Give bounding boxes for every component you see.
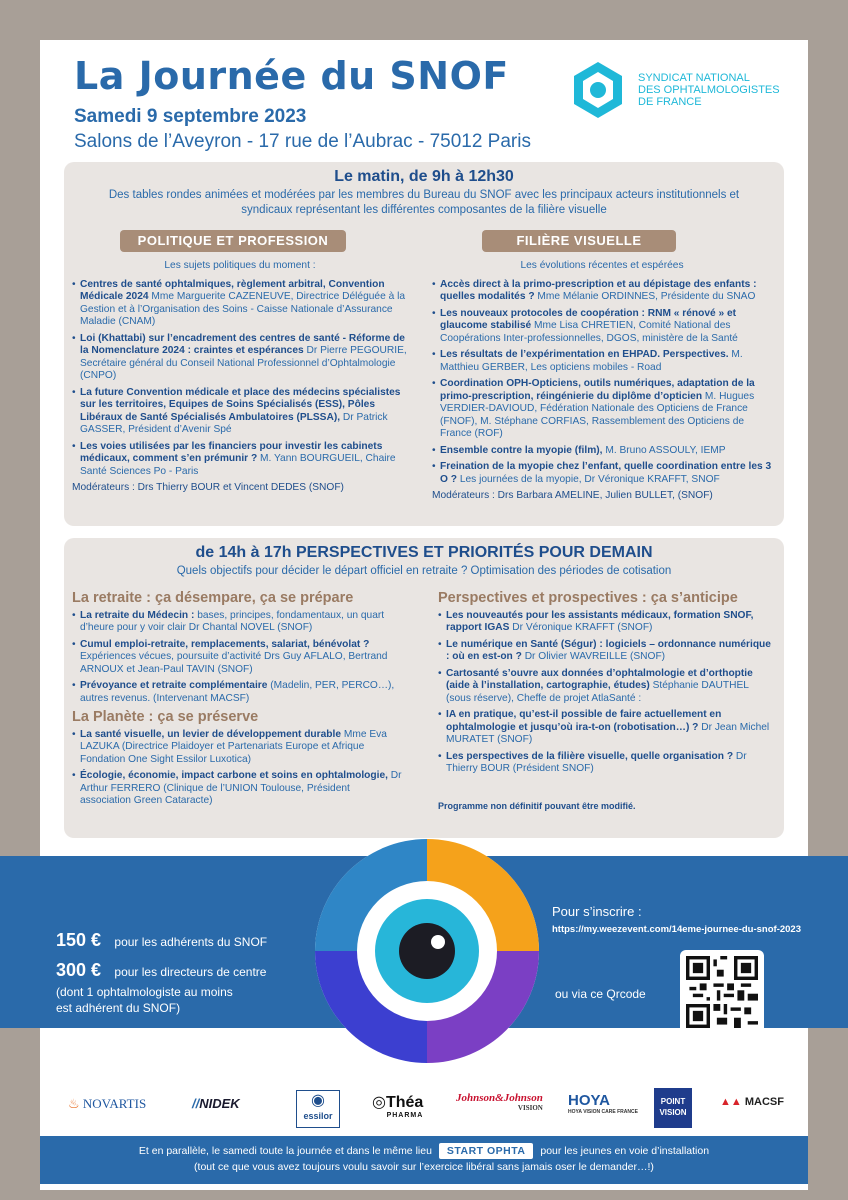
filiere-column <box>432 260 772 503</box>
sponsor-thea <box>372 1092 423 1119</box>
price-members <box>56 930 267 951</box>
event-date: Samedi 9 septembre 2023 <box>74 106 307 127</box>
sponsor-pointvision: POINT VISION <box>654 1088 692 1128</box>
list-item <box>438 639 774 664</box>
planete-heading: La Planète : ça se préserve <box>72 709 259 725</box>
footer-text: pour les jeunes en voie d’installation <box>540 1145 710 1157</box>
snof-logo-icon <box>568 60 628 120</box>
morning-title: Le matin, de 9h à 12h30 <box>334 168 514 185</box>
list-item <box>432 445 772 458</box>
list-item <box>438 709 774 747</box>
item-speaker: Mme Eva LAZUKA (Directrice Plaidoyer et Partenariats Europe et Afrique Fondation One Sight Essilor Luxotica) <box>80 728 387 765</box>
item-speaker: Mme Marguerite CAZENEUVE, Directrice Déléguée à la Gestion et à l’Organisation des Soins - Caisse Nationale d’Assurance Maladie (CNAM) <box>80 291 406 327</box>
item-speaker: M. Yann BOURGUEIL, Chaire Santé Sciences Po - Paris <box>80 453 396 477</box>
qr-code-icon <box>686 956 758 1028</box>
item-title: La santé visuelle, un levier de développement durable <box>80 728 341 740</box>
item-title: IA en pratique, qu’est-il possible de faire actuellement en ophtalmologie et jusqu’où ira-t-on (robotisation…) ? <box>446 709 722 733</box>
morning-panel <box>64 162 784 526</box>
essilor-eye-icon: ◉ <box>311 1092 325 1109</box>
politique-column <box>72 260 408 495</box>
item-speaker: M. Matthieu GERBER, Les opticiens mobiles - Road <box>440 349 743 373</box>
list-item <box>438 668 774 706</box>
afternoon-title: de 14h à 17h PERSPECTIVES ET PRIORITÉS POUR DEMAIN <box>195 544 653 561</box>
item-speaker: Dr Patrick GASSER, Président d’Avenir Spé <box>80 411 388 435</box>
sponsor-macsf <box>720 1096 784 1108</box>
item-speaker: Stéphanie DAUTHEL (sous réserve), Cheffe de projet AtlaSanté : <box>446 680 749 704</box>
item-speaker: Dr Jean Michel MURATET (SNOF) <box>446 721 770 745</box>
filiere-moderators: Modérateurs : Drs Barbara AMELINE, Julien BULLET, (SNOF) <box>432 490 713 501</box>
item-title: Le numérique en Santé (Ségur) : logiciels – ordonnance numérique : où en est-on ? <box>446 638 771 662</box>
sponsor-sub: HOYA VISION CARE FRANCE <box>568 1109 638 1115</box>
retraite-heading: La retraite : ça désempare, ça se prépare <box>72 590 354 606</box>
sponsor-essilor <box>296 1090 340 1128</box>
sponsor-label: NIDEK <box>199 1096 240 1111</box>
morning-intro: Des tables rondes animées et modérées par les membres du Bureau du SNOF avec les principaux acteurs institutionnels et syndicaux représentant les différentes composantes de la filière visuelle <box>108 189 740 216</box>
price-label: pour les adhérents du SNOF <box>114 935 268 949</box>
list-item <box>72 729 402 767</box>
item-speaker: Dr Arthur FERRERO (Clinique de l’UNION Toulouse, Président association Green Cataracte) <box>80 770 402 806</box>
org-name <box>638 72 780 108</box>
sponsor-label: MACSF <box>744 1096 784 1108</box>
item-title: Centres de santé ophtalmiques, règlement arbitral, Convention Médicale 2024 <box>80 278 385 302</box>
retraite-column <box>72 592 402 812</box>
list-item <box>72 333 408 383</box>
qr-label: ou via ce Qrcode <box>555 987 646 1001</box>
sponsor-label: Théa <box>385 1094 424 1111</box>
price-amount: 300 € <box>56 960 102 980</box>
nidek-mark-icon: // <box>192 1096 200 1111</box>
footer-text: Et en parallèle, le samedi toute la journée et dans le même lieu <box>138 1145 432 1157</box>
eye-graphic-icon <box>312 836 542 1066</box>
sponsor-novartis <box>68 1096 146 1112</box>
item-speaker: M. Bruno ASSOULY, IEMP <box>605 444 726 456</box>
register-link[interactable]: https://my.weezevent.com/14eme-journee-du-snof-2023 <box>552 924 801 935</box>
item-title: Les perspectives de la filière visuelle, quelle organisation ? <box>446 750 734 762</box>
filiere-subhead: Les évolutions récentes et espérées <box>520 260 684 271</box>
list-item <box>432 349 772 374</box>
list-item <box>432 279 772 304</box>
list-item <box>72 770 402 808</box>
item-speaker: bases, principes, fondamentaux, un quart d’heure pour y voir clair Dr Chantal NOVEL (SNOF) <box>80 609 385 633</box>
org-line: SYNDICAT NATIONAL <box>638 72 750 84</box>
filiere-list <box>432 279 772 487</box>
thea-ring-icon: ◎ <box>372 1094 386 1111</box>
macsf-mark-icon: ▲▲ <box>720 1096 742 1108</box>
list-item <box>72 441 408 479</box>
item-title: Écologie, économie, impact carbone et soins en ophtalmologie, <box>80 770 388 781</box>
item-speaker: Dr Thierry BOUR (Président SNOF) <box>446 750 747 774</box>
item-title: Loi (Khattabi) sur l’encadrement des centres de santé - Réforme de la Nomenclature 2024 : craintes et espérances <box>80 332 405 356</box>
footer-line2: (tout ce que vous avez toujours voulu savoir sur l’exercice libéral sans jamais oser le demander…!) <box>194 1161 654 1173</box>
item-title: La future Convention médicale et place des médecins spécialistes sur les territoires, Equipes de Soins Spécialisés (ESS), Pôles Libéraux de Santé Spécialisés Ambulatoires (PLSSA), <box>80 386 401 423</box>
sponsor-sub: VISION <box>517 1104 543 1112</box>
list-item <box>72 279 408 329</box>
register-label: Pour s’inscrire : <box>552 904 642 919</box>
item-title: La retraite du Médecin : <box>80 609 195 621</box>
list-item <box>72 680 402 705</box>
politique-list <box>72 279 408 479</box>
perspectives-list <box>438 610 774 776</box>
item-speaker: Dr Olivier WAVREILLE (SNOF) <box>524 651 666 662</box>
item-speaker: Mme Mélanie ORDINNES, Présidente du SNAO <box>537 291 756 302</box>
item-title: Freination de la myopie chez l’enfant, quelle coordination entre les 3 O ? <box>440 461 772 485</box>
sponsor-label: Johnson&Johnson <box>456 1092 543 1104</box>
perspectives-heading: Perspectives et prospectives : ça s’anticipe <box>438 590 738 606</box>
planete-list <box>72 729 402 808</box>
item-title: Cumul emploi-retraite, remplacements, salariat, bénévolat ? <box>80 638 370 650</box>
politique-pill: POLITIQUE ET PROFESSION <box>120 230 346 252</box>
org-line: DES OPHTALMOLOGISTES <box>638 84 780 96</box>
item-speaker: (Madelin, PER, PERCO…), autres revenus. (Intervenant MACSF) <box>80 680 395 704</box>
sponsor-label: NOVARTIS <box>82 1096 147 1111</box>
footer-banner <box>40 1136 808 1184</box>
price-label: pour les directeurs de centre <box>114 965 267 979</box>
item-title: Les nouveaux protocoles de coopération : RNM « rénové » et glaucome stabilisé <box>440 307 737 331</box>
price-note-line: est adhérent du SNOF) <box>56 1001 181 1015</box>
politique-subhead: Les sujets politiques du moment : <box>164 260 316 271</box>
item-title: Prévoyance et retraite complémentaire <box>80 680 268 691</box>
org-line: DE FRANCE <box>638 96 702 108</box>
retraite-list <box>72 610 402 706</box>
list-item <box>432 461 772 486</box>
item-speaker: Dr Pierre PEGOURIE, Secrétaire général du Conseil National Professionnel d’Ophtalmologie (CNPO) <box>80 345 407 381</box>
price-note-line: (dont 1 ophtalmologiste au moins <box>56 985 233 999</box>
price-amount: 150 € <box>56 930 102 950</box>
item-title: Coordination OPH-Opticiens, outils numériques, adaptation de la primo-prescription, réingénierie du diplôme d’opticien <box>440 378 755 402</box>
sponsor-label: essilor <box>303 1111 333 1121</box>
list-item <box>72 387 408 437</box>
footer-line1 <box>40 1143 808 1159</box>
start-ophta-tag: START OPHTA <box>439 1143 534 1159</box>
novartis-flame-icon: ♨ <box>68 1096 80 1111</box>
list-item <box>72 610 402 635</box>
page-title: La Journée du SNOF <box>74 54 509 98</box>
price-note <box>56 984 233 1016</box>
perspectives-column <box>438 592 774 812</box>
afternoon-intro: Quels objectifs pour décider le départ officiel en retraite ? Optimisation des périodes de cotisation <box>176 565 672 577</box>
item-speaker: Dr Véronique KRAFFT (SNOF) <box>512 622 653 633</box>
item-speaker: Expériences vécues, poursuite d’activité Drs Guy AFLALO, Bertrand ARNOUX et Jean-Paul TAVIN (SNOF) <box>80 651 388 675</box>
sponsor-hoya <box>568 1092 638 1115</box>
program-note: Programme non définitif pouvant être modifié. <box>438 800 636 811</box>
afternoon-panel <box>64 538 784 838</box>
qr-code[interactable] <box>680 950 764 1034</box>
sponsor-sub: PHARMA <box>386 1112 424 1119</box>
item-title: Accès direct à la primo-prescription et au dépistage des enfants : quelles modalités ? <box>440 278 757 302</box>
item-speaker: Mme Lisa CHRETIEN, Comité National des Coopérations Inter-professionnelles, DGOS, ministère de la Santé <box>440 320 738 344</box>
item-title: Ensemble contre la myopie (film), <box>440 444 603 456</box>
sponsor-strip <box>40 1084 808 1134</box>
sponsor-label: HOYA <box>568 1092 610 1109</box>
item-title: Les nouveautés pour les assistants médicaux, formation SNOF, rapport IGAS <box>446 609 754 633</box>
item-speaker: M. Hugues VERDIER-DAVIOUD, Fédération Nationale des Opticiens de France (FNOF), M. Stéphane CORFIAS, Rassemblement des Opticiens de France (ROF) <box>440 390 755 439</box>
sponsor-nidek <box>192 1096 240 1111</box>
list-item <box>432 308 772 346</box>
politique-moderators: Modérateurs : Drs Thierry BOUR et Vincent DEDES (SNOF) <box>72 482 344 493</box>
event-venue: Salons de l’Aveyron - 17 rue de l’Aubrac - 75012 Paris <box>74 131 531 152</box>
list-item <box>72 639 402 677</box>
item-title: Les voies utilisées par les financiers pour investir les cabinets médicaux, comment s’en prémunir ? <box>80 440 383 464</box>
filiere-pill: FILIÈRE VISUELLE <box>482 230 676 252</box>
item-title: Cartosanté s’ouvre aux données d’ophtalmologie et d’orthoptie (aide à l’installation, cartographie, études) <box>446 667 753 691</box>
sponsor-jj <box>456 1092 543 1112</box>
list-item <box>432 378 772 441</box>
item-speaker: Les journées de la myopie, Dr Véronique KRAFFT, SNOF <box>459 473 720 485</box>
price-directors <box>56 960 266 981</box>
list-item <box>438 751 774 776</box>
item-title: Les résultats de l’expérimentation en EHPAD. Perspectives. <box>440 349 729 360</box>
list-item <box>438 610 774 635</box>
